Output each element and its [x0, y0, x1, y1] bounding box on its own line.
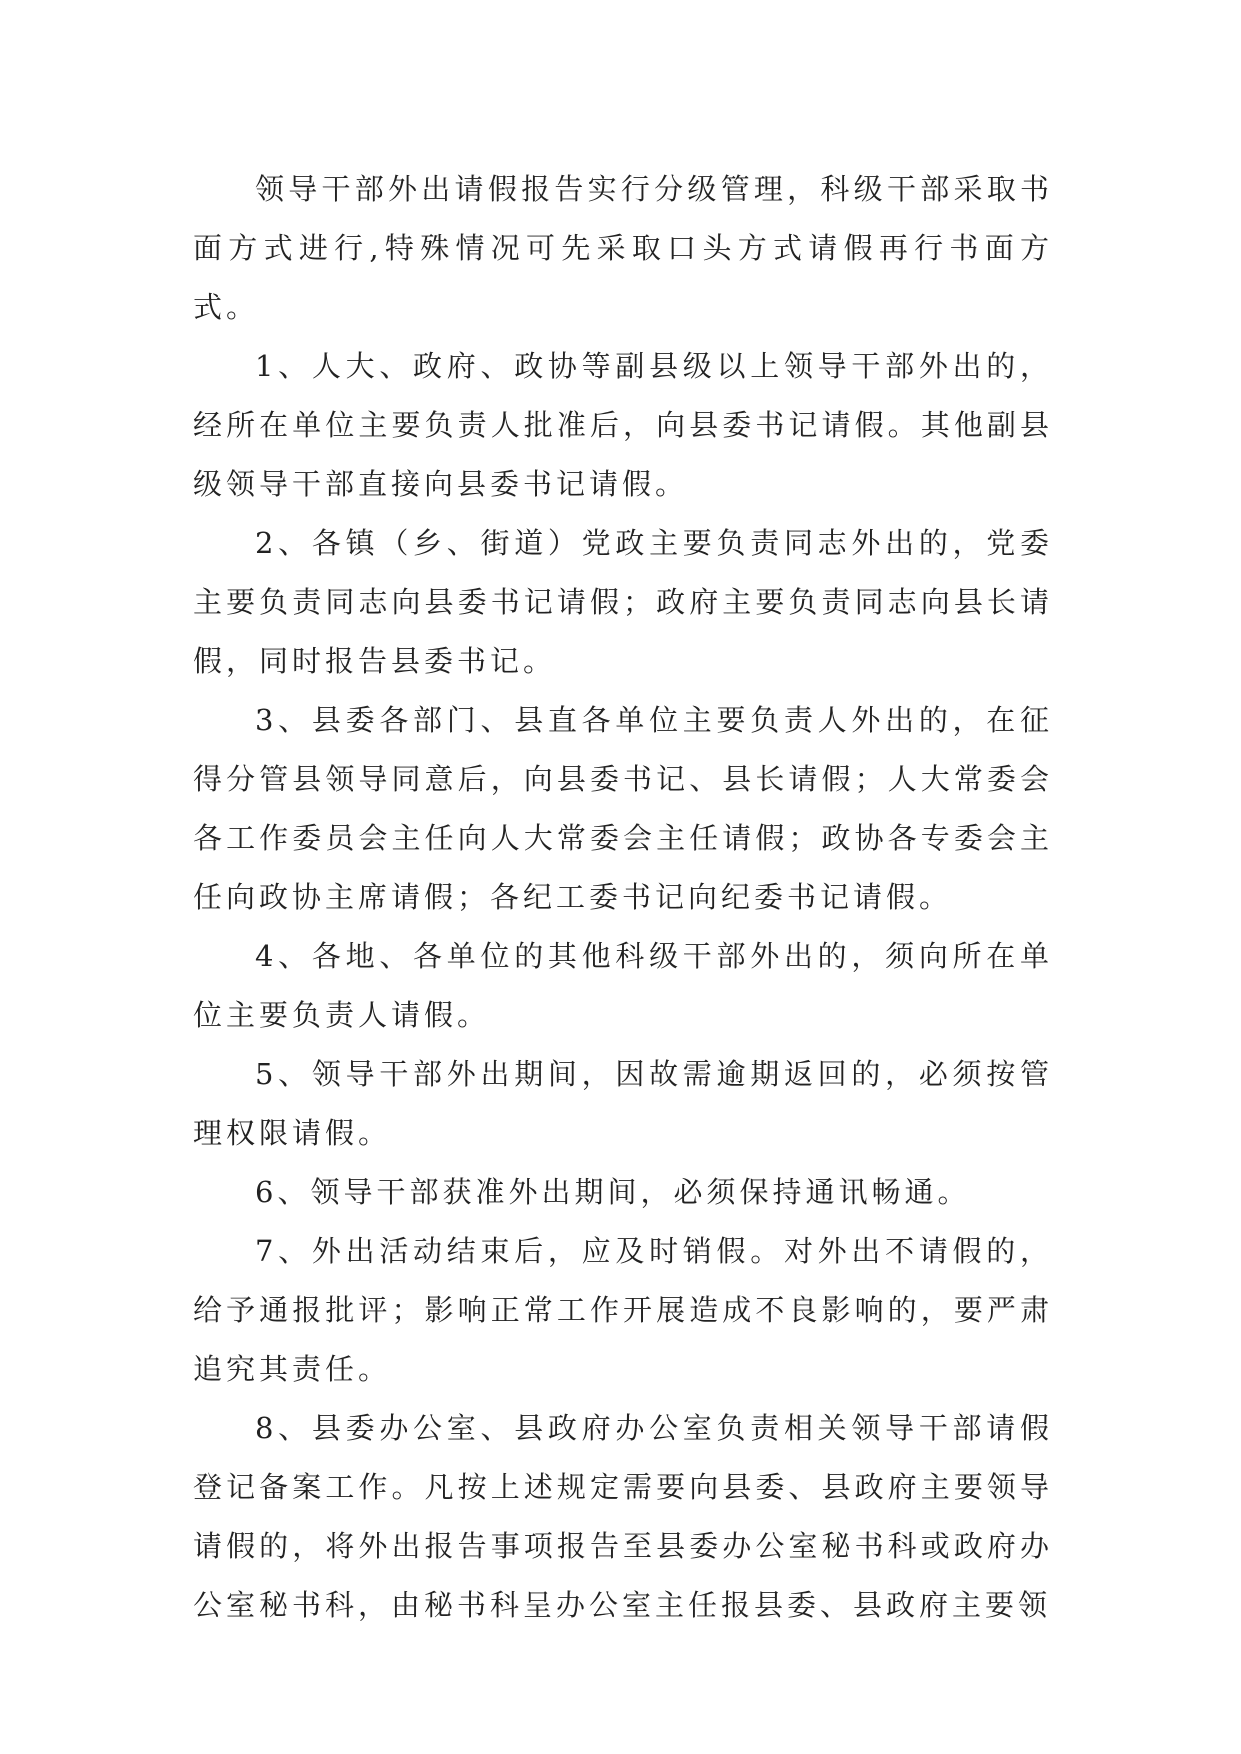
paragraph-item-2: 2、各镇（乡、街道）党政主要负责同志外出的，党委主要负责同志向县委书记请假；政府主要负责同志向县长请假，同时报告县委书记。 — [193, 526, 1053, 678]
paragraph-item-8: 8、县委办公室、县政府办公室负责相关领导干部请假登记备案工作。凡按上述规定需要向县委、县政府主要领导请假的，将外出报告事项报告至县委办公室秘书科或政府办公室秘书科，由秘书科呈办公室主任报县委、县政府主要领 — [193, 1411, 1053, 1622]
paragraph-item-4: 4、各地、各单位的其他科级干部外出的，须向所在单位主要负责人请假。 — [193, 939, 1053, 1032]
paragraph-intro: 领导干部外出请假报告实行分级管理，科级干部采取书面方式进行,特殊情况可先采取口头方式请假再行书面方式。 — [193, 172, 1053, 324]
paragraph-item-1: 1、人大、政府、政协等副县级以上领导干部外出的，经所在单位主要负责人批准后，向县委书记请假。其他副县级领导干部直接向县委书记请假。 — [193, 349, 1053, 501]
paragraph-item-7: 7、外出活动结束后，应及时销假。对外出不请假的，给予通报批评；影响正常工作开展造成不良影响的，要严肃追究其责任。 — [193, 1234, 1053, 1386]
paragraph-item-6: 6、领导干部获准外出期间，必须保持通讯畅通。 — [255, 1175, 971, 1209]
paragraph-item-5: 5、领导干部外出期间，因故需逾期返回的，必须按管理权限请假。 — [193, 1057, 1053, 1150]
document-body — [193, 160, 1053, 1635]
paragraph-item-3: 3、县委各部门、县直各单位主要负责人外出的，在征得分管县领导同意后，向县委书记、县长请假；人大常委会各工作委员会主任向人大常委会主任请假；政协各专委会主任向政协主席请假；各纪工委书记向纪委书记请假。 — [193, 703, 1053, 914]
